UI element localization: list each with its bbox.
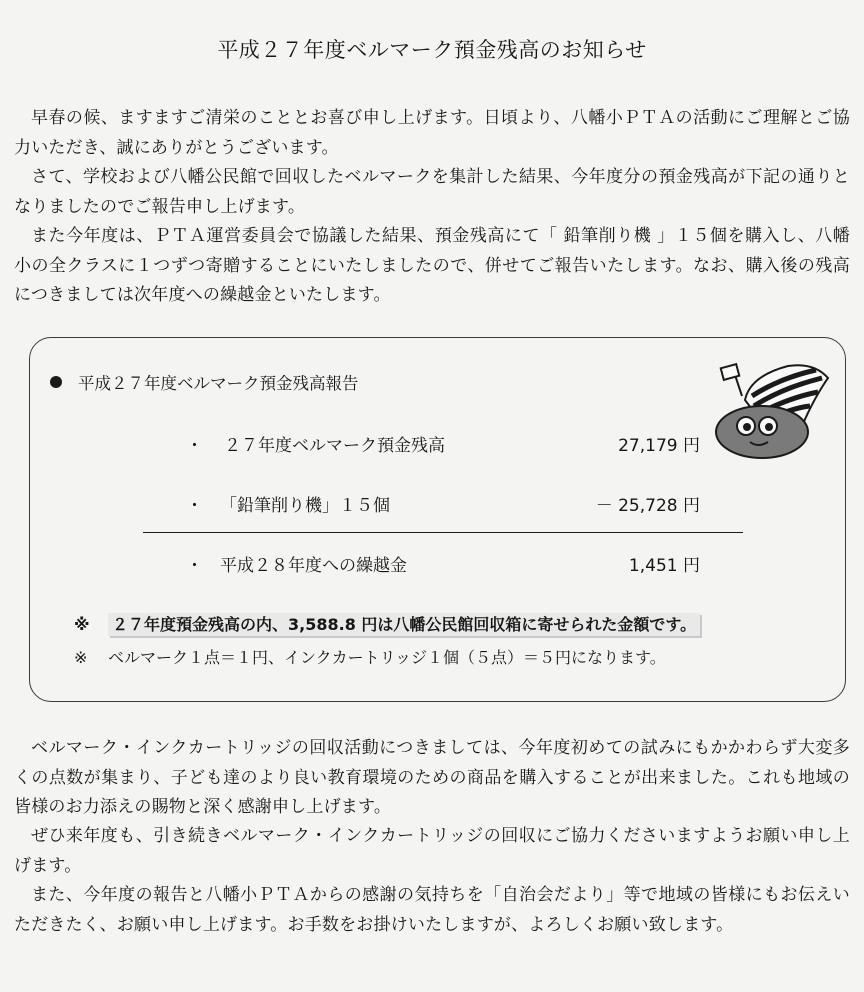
closing-paragraph-publicity: また、今年度の報告と八幡小ＰＴＡからの感謝の気持ちを「自治会だより」等で地域の皆様にもお伝えいただきたく、お願い申し上げます。お手数をお掛けいたしますが、よろしくお願い致します。 [14, 885, 850, 935]
intro-paragraph-summary: さて、学校および八幡公民館で回収したベルマークを集計した結果、今年度分の預金残高が下記の通りとなりましたのでご報告申し上げます。 [14, 167, 850, 217]
note-community-box [74, 612, 700, 635]
closing-paragraph-request: ぜひ来年度も、引き続きベルマーク・インクカートリッジの回収にご協力くださいますようお願い申し上げます。 [14, 826, 850, 876]
note-text: ２７年度預金残高の内、3,588.8 円は八幡公民館回収箱に寄せられた金額です。 [108, 613, 700, 636]
report-heading-text: 平成２７年度ベルマーク預金残高報告 [78, 374, 359, 393]
row-bullet: ・ [186, 436, 203, 456]
row-label: ２７年度ベルマーク預金残高 [224, 436, 445, 456]
report-row-carryover [186, 551, 706, 579]
bellmark-mascot-icon [710, 356, 840, 462]
intro-paragraph-purchase: また今年度は、ＰＴＡ運営委員会で協議した結果、預金残高にて「 鉛筆削り機 」１５個を購入し、八幡小の全クラスに１つずつ寄贈することにいたしましたので、併せてご報告いたします。なお、購入後の残高につきましては次年度への繰越金といたします。 [14, 226, 850, 305]
note-mark: ※ [74, 615, 90, 634]
document-title: 平成２７年度ベルマーク預金残高のお知らせ [217, 38, 647, 62]
row-label: 平成２８年度への繰越金 [220, 556, 407, 576]
total-divider [143, 532, 743, 533]
report-row-purchase [186, 491, 706, 519]
note-point-rate [74, 645, 666, 668]
note-text: ベルマーク１点＝１円、インクカートリッジ１個（５点）＝５円になります。 [108, 648, 666, 667]
note-mark: ※ [74, 648, 88, 667]
report-heading [50, 370, 359, 394]
flag [721, 364, 742, 396]
face [716, 406, 808, 458]
row-amount: 1,451 円 [628, 556, 700, 576]
row-bullet: ・ [186, 556, 203, 576]
row-bullet: ・ [186, 496, 203, 516]
row-amount: 27,179 円 [618, 436, 700, 456]
row-amount: － 25,728 円 [595, 496, 700, 516]
intro-paragraph-greeting: 早春の候、ますますご清栄のこととお喜び申し上げます。日頃より、八幡小ＰＴＡの活動にご理解とご協力いただき、誠にありがとうございます。 [14, 108, 850, 158]
row-label: 「鉛筆削り機」１５個 [220, 496, 390, 516]
closing-paragraph-thanks: ベルマーク・インクカートリッジの回収活動につきましては、今年度初めての試みにもかかわらず大変多くの点数が集まり、子ども達のより良い教育環境のための商品を購入することが出来ました。これも地域の皆様のお力添えの賜物と深く感謝申し上げます。 [14, 738, 850, 817]
report-row-balance [186, 431, 706, 459]
bullet-dot-icon [50, 376, 62, 388]
